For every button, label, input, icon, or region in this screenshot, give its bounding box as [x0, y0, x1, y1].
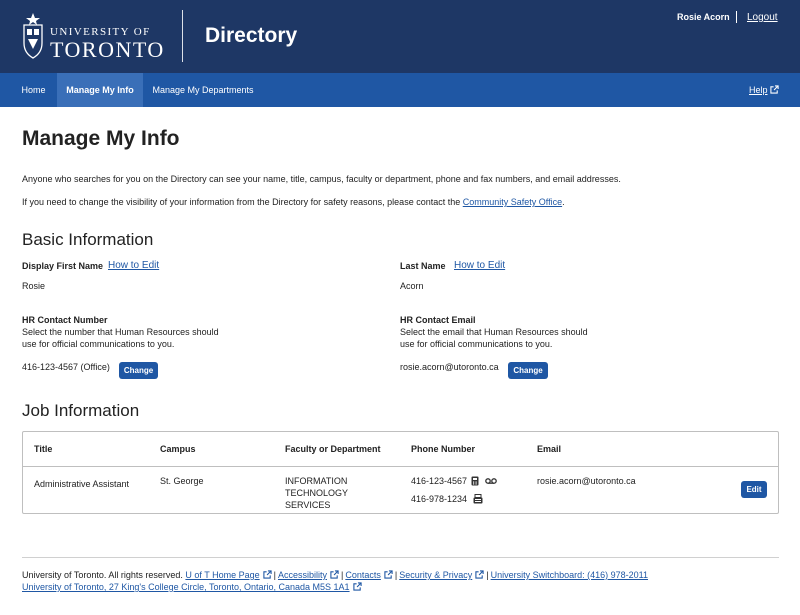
help-label: Help [749, 85, 768, 95]
logo-text-main: TORONTO [50, 37, 165, 62]
column-header-email: Email [537, 444, 562, 454]
hr-contact-number-value: 416-123-4567 (Office) [22, 362, 110, 372]
job-table [22, 431, 779, 514]
footer-link-contacts[interactable] [345, 570, 393, 580]
logout-link[interactable]: Logout [747, 12, 778, 23]
user-divider [736, 11, 737, 23]
first-name-label: Display First Name [22, 261, 104, 271]
fax-icon [473, 494, 483, 504]
safety-text [22, 197, 565, 207]
phone-number-fax: 416-978-1234 [411, 494, 468, 504]
separator: | [486, 570, 489, 580]
footer-address-label: University of Toronto, 27 King's College Circle, Toronto, Ontario, Canada M5S 1A1 [22, 582, 350, 592]
footer-link-label: U of T Home Page [185, 570, 260, 580]
department-cell: INFORMATION TECHNOLOGY SERVICES [285, 476, 348, 510]
first-name-value: Rosie [22, 281, 46, 291]
job-information-heading: Job Information [22, 401, 140, 420]
external-link-icon [384, 570, 393, 579]
app-title: Directory [205, 24, 298, 47]
last-name-how-to-edit-link[interactable]: How to Edit [454, 260, 506, 271]
hr-contact-email-description: Select the email that Human Resources should use for official communications to you. [400, 327, 588, 349]
separator: | [273, 570, 276, 580]
external-link-icon [475, 570, 484, 579]
hr-contact-number-label: HR Contact Number [22, 315, 108, 325]
main-nav [0, 73, 800, 107]
footer-link-label: Contacts [345, 570, 381, 580]
safety-text-prefix: If you need to change the visibility of your information from the Directory for safety reasons, please contact the [22, 197, 463, 207]
basic-information-heading: Basic Information [22, 230, 154, 249]
campus-cell: St. George [160, 476, 204, 486]
site-header [0, 0, 800, 73]
help-link[interactable] [749, 73, 779, 107]
footer-link-label: Accessibility [277, 570, 327, 580]
logo-text-top: UNIVERSITY OF [50, 26, 151, 38]
footer-link-label: Security & Privacy [399, 570, 473, 580]
column-header-campus: Campus [160, 444, 196, 454]
office-phone-icon [470, 476, 480, 486]
page-title: Manage My Info [22, 127, 180, 150]
edit-job-button[interactable]: Edit [741, 481, 767, 498]
external-link-icon [353, 582, 362, 591]
footer-link-uoft-home[interactable] [185, 570, 271, 580]
column-header-phone: Phone Number [411, 444, 476, 454]
nav-item-manage-my-info[interactable]: Manage My Info [57, 73, 143, 107]
separator: | [341, 570, 344, 580]
hr-contact-number-description: Select the number that Human Resources should use for official communications to you. [22, 327, 219, 349]
hr-contact-email-value: rosie.acorn@utoronto.ca [400, 362, 499, 372]
voicemail-icon [485, 476, 497, 486]
external-link-icon [770, 85, 779, 94]
email-cell: rosie.acorn@utoronto.ca [537, 476, 636, 486]
change-email-button[interactable]: Change [508, 362, 548, 379]
phone-number-office: 416-123-4567 [411, 476, 468, 486]
separator: | [394, 570, 398, 580]
community-safety-office-link[interactable]: Community Safety Office [462, 197, 563, 207]
university-logo[interactable] [22, 11, 165, 63]
external-link-icon [263, 570, 272, 579]
footer-divider [22, 557, 779, 558]
first-name-how-to-edit-link[interactable]: How to Edit [108, 260, 160, 271]
footer-links [22, 570, 648, 580]
copyright-text: University of Toronto. All rights reserved. [22, 570, 183, 580]
job-title-cell: Administrative Assistant [34, 479, 130, 489]
nav-item-home[interactable]: Home [21, 85, 46, 95]
column-header-department: Faculty or Department [285, 444, 381, 454]
nav-item-manage-my-departments[interactable]: Manage My Departments [152, 85, 254, 95]
intro-text: Anyone who searches for you on the Directory can see your name, title, campus, faculty or department, phone and fax numbers, and email addresses. [22, 174, 621, 184]
user-name: Rosie Acorn [677, 12, 730, 22]
column-header-title: Title [34, 444, 53, 454]
change-phone-button[interactable]: Change [119, 362, 158, 379]
table-header-divider [23, 466, 778, 467]
last-name-value: Acorn [400, 281, 424, 291]
last-name-label: Last Name [400, 261, 446, 271]
footer-address [22, 582, 362, 592]
external-link-icon [330, 570, 339, 579]
footer-link-switchboard[interactable]: University Switchboard: (416) 978-2011 [490, 570, 649, 580]
crest-icon [22, 11, 44, 63]
footer-link-security-privacy[interactable] [399, 570, 484, 580]
hr-contact-email-label: HR Contact Email [400, 315, 476, 325]
header-divider [182, 10, 183, 62]
footer-link-accessibility[interactable] [278, 570, 339, 580]
footer-address-link[interactable] [22, 582, 362, 592]
safety-text-suffix: . [562, 197, 565, 207]
